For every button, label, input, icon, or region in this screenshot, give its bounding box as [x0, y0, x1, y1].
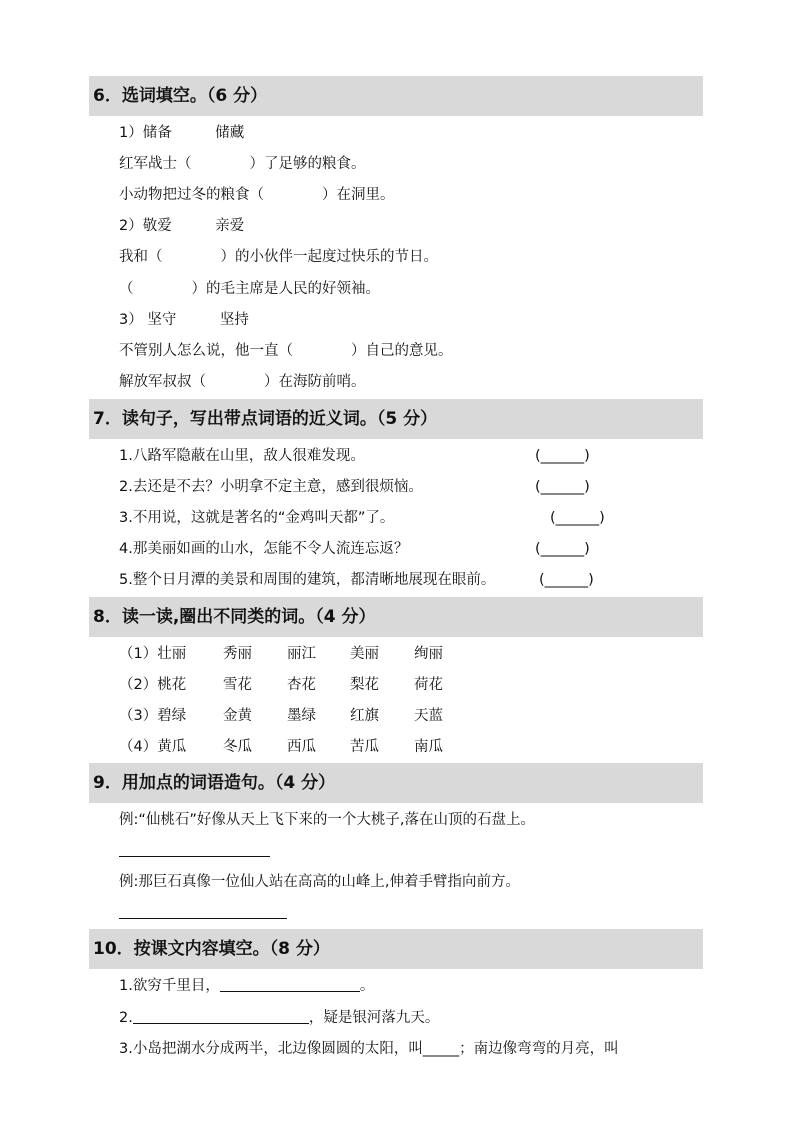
q8-word[interactable]: （3）碧绿: [119, 708, 187, 724]
q8-word[interactable]: 南瓜: [414, 739, 443, 755]
q8-word[interactable]: 天蓝: [414, 708, 443, 724]
q10-item-1-blank[interactable]: [220, 977, 360, 992]
q7-item-text: 1.八路军隐蔽在山里，敌人很难发现。: [119, 448, 365, 464]
q7-answer-blank[interactable]: (______): [550, 510, 605, 526]
q10-item-2: [119, 1008, 439, 1028]
q6-line: 1）储备 储藏: [119, 125, 245, 141]
section-header-q10: 10．按课文内容填空。（8 分）: [89, 929, 703, 969]
q8-word[interactable]: （4）黄瓜: [119, 739, 187, 755]
section-header-q6: 6．选词填空。（6 分）: [89, 76, 703, 116]
q7-answer-blank[interactable]: (______): [535, 479, 590, 495]
q7-answer-blank[interactable]: (______): [535, 541, 590, 557]
q8-word[interactable]: 丽江: [287, 646, 316, 662]
q6-line: 红军战士（ ）了足够的粮食。: [119, 156, 366, 172]
q8-word[interactable]: 美丽: [350, 646, 379, 662]
q7-answer-blank[interactable]: (______): [535, 448, 590, 464]
q7-item-text: 3.不用说，这就是著名的“金鸡叫天都”了。: [119, 510, 395, 526]
q6-line: 2）敬爱 亲爱: [119, 218, 245, 234]
q8-word[interactable]: 荷花: [414, 677, 443, 693]
q8-word[interactable]: 苦瓜: [350, 739, 379, 755]
q8-word[interactable]: 秀丽: [223, 646, 252, 662]
q10-item-1-prefix: 1.欲穷千里目，: [119, 978, 220, 994]
q8-word[interactable]: 杏花: [287, 677, 316, 693]
q8-row: [119, 644, 459, 664]
q10-item-2-blank[interactable]: [133, 1009, 309, 1024]
q10-item-2-suffix: ，疑是银河落九天。: [308, 1010, 440, 1026]
q8-row: [119, 706, 459, 726]
q10-item-2-prefix: 2.: [119, 1010, 133, 1026]
q8-word[interactable]: （1）壮丽: [119, 646, 187, 662]
q8-word[interactable]: 金黄: [223, 708, 252, 724]
q6-line: 3） 坚守 坚持: [119, 312, 249, 328]
q9-example: 例:“仙桃石”好像从天上飞下来的一个大桃子,落在山顶的石盘上。: [119, 812, 536, 828]
q6-line: 解放军叔叔（ ）在海防前哨。: [119, 374, 366, 390]
q8-word[interactable]: 绚丽: [414, 646, 443, 662]
section-header-q9: 9．用加点的词语造句。（4 分）: [89, 763, 703, 803]
q10-item-1: [119, 976, 374, 996]
q8-word[interactable]: 红旗: [350, 708, 379, 724]
q7-item-text: 2.去还是不去？小明拿不定主意，感到很烦恼。: [119, 479, 423, 495]
q8-word[interactable]: 冬瓜: [223, 739, 252, 755]
q9-answer-line[interactable]: [119, 918, 287, 919]
q6-line: 不管别人怎么说，他一直（ ）自己的意见。: [119, 343, 453, 359]
section-header-q7: 7．读句子，写出带点词语的近义词。（5 分）: [89, 399, 703, 439]
q8-word[interactable]: 西瓜: [287, 739, 316, 755]
section-header-q8: 8．读一读,圈出不同类的词。（4 分）: [89, 597, 703, 637]
q8-row: [119, 737, 459, 757]
q8-row: [119, 675, 459, 695]
q8-word[interactable]: 雪花: [223, 677, 252, 693]
q10-item-3: 3.小岛把湖水分成两半，北边像圆圆的太阳，叫_____；南边像弯弯的月亮，叫: [119, 1041, 619, 1057]
q6-line: 我和（ ）的小伙伴一起度过快乐的节日。: [119, 249, 438, 265]
q10-item-1-suffix: 。: [359, 978, 375, 994]
q7-answer-blank[interactable]: (______): [539, 572, 594, 588]
q8-word[interactable]: （2）桃花: [119, 677, 187, 693]
q6-line: 小动物把过冬的粮食（ ）在洞里。: [119, 187, 395, 203]
q8-word[interactable]: 墨绿: [287, 708, 316, 724]
q6-line: （ ）的毛主席是人民的好领袖。: [119, 281, 380, 297]
q9-answer-line[interactable]: [119, 856, 270, 857]
q7-item-text: 5.整个日月潭的美景和周围的建筑，都清晰地展现在眼前。: [119, 572, 496, 588]
q9-example: 例:那巨石真像一位仙人站在高高的山峰上,伸着手臂指向前方。: [119, 874, 520, 890]
q7-item-text: 4.那美丽如画的山水，怎能不令人流连忘返？: [119, 541, 409, 557]
q8-word[interactable]: 梨花: [350, 677, 379, 693]
